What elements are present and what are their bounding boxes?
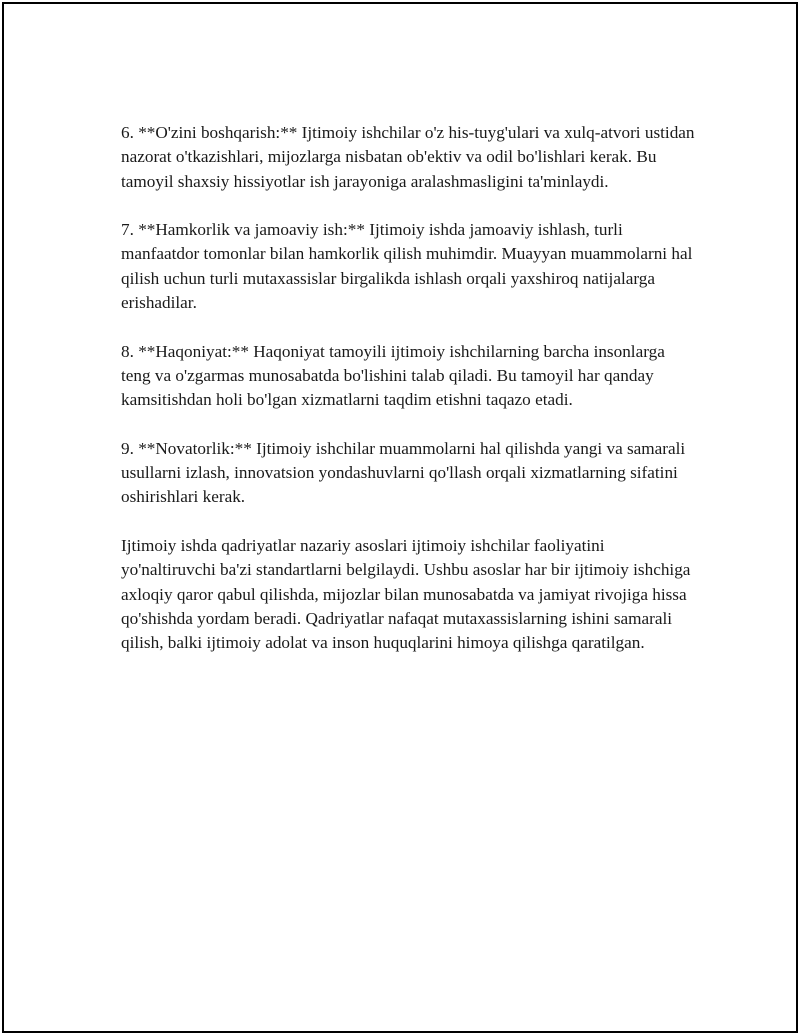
paragraph-item-9: 9. **Novatorlik:** Ijtimoiy ishchilar muammolarni hal qilishda yangi va samarali usullarni izlash, innovatsion yondashuvlarni qo'llash orqali xizmatlarning sifatini oshirishlari kerak. [121, 438, 686, 507]
page-content [121, 121, 697, 656]
paragraph-item-8: 8. **Haqoniyat:** Haqoniyat tamoyili ijtimoiy ishchilarning barcha insonlarga teng va o'zgarmas munosabatda bo'lishini talab qiladi. Bu tamoyil har qanday kamsitishdan holi bo'lgan xizmatlarni taqdim etishni taqazo etadi. [121, 341, 665, 410]
paragraph-item-7: 7. **Hamkorlik va jamoaviy ish:** Ijtimoiy ishda jamoaviy ishlash, turli manfaatdor tomonlar bilan hamkorlik qilish muhimdir. Muayyan muammolarni hal qilish uchun turli mutaxassislar birgalikda ishlash orqali yaxshiroq natijalarga erishadilar. [121, 220, 693, 313]
paragraph-item-6: 6. **O'zini boshqarish:** Ijtimoiy ishchilar o'z his-tuyg'ulari va xulq-atvori ustidan nazorat o'tkazishlari, mijozlarga nisbatan ob'ektiv va odil bo'lishlari kerak. Bu tamoyil shaxsiy hissiyotlar ish jarayoniga aralashmasligini ta'minlaydi. [121, 123, 695, 191]
page-frame [2, 2, 798, 1033]
paragraph-conclusion: Ijtimoiy ishda qadriyatlar nazariy asoslari ijtimoiy ishchilar faoliyatini yo'naltiruvchi ba'zi standartlarni belgilaydi. Ushbu asoslar har bir ijtimoiy ishchiga axloqiy qaror qabul qilishda, mijozlar bilan munosabatda va jamiyat rivojiga hissa qo'shishda yordam beradi. Qadriyatlar nafaqat mutaxassislarning ishini samarali qilish, balki ijtimoiy adolat va inson huquqlarini himoya qilishga qaratilgan. [121, 536, 691, 653]
